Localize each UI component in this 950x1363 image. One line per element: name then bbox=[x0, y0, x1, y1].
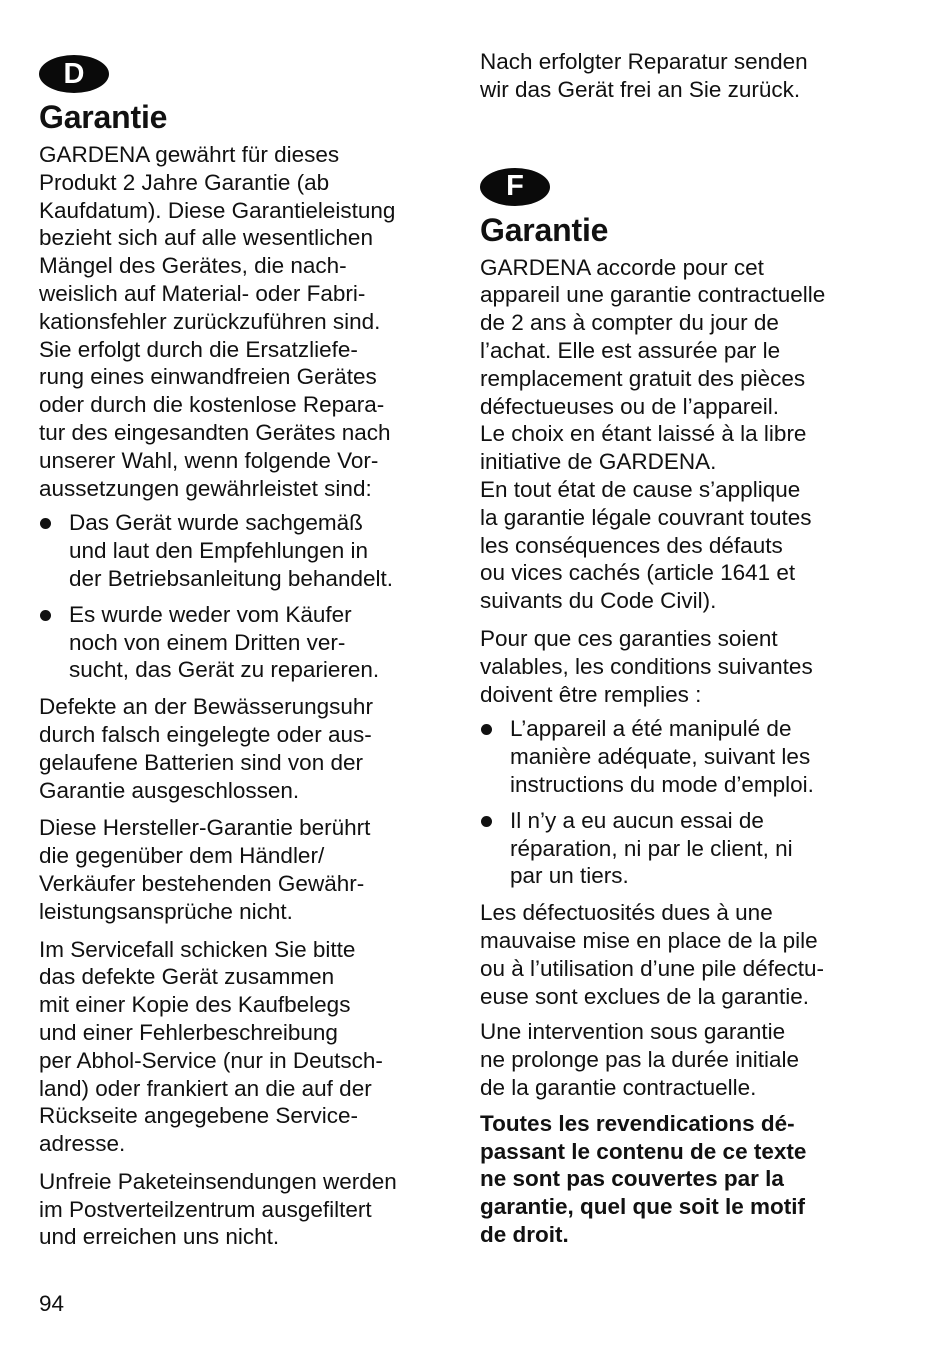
list-item-text: Es wurde weder vom Käufer noch von einem Dritten ver- sucht, das Gerät zu reparieren. bbox=[69, 601, 380, 683]
page-number: 94 bbox=[39, 1291, 65, 1316]
french-battery-defects-paragraph: Les défectuosités dues à une mauvaise mise en place de la pile ou à l’utilisation d’une pile défectu- euse sont exclues de la garantie. bbox=[480, 900, 824, 1009]
french-conditions-list bbox=[480, 715, 880, 890]
german-battery-defects-paragraph: Defekte an der Bewässerungsuhr durch falsch eingelegte oder aus- gelaufene Batterien sind von der Garantie ausgeschlossen. bbox=[39, 694, 373, 803]
list-item-text: Das Gerät wurde sachgemäß und laut den Empfehlungen in der Betriebsanleitung behandelt. bbox=[69, 510, 393, 591]
list-item bbox=[39, 509, 439, 592]
german-parcels-paragraph: Unfreie Paketeinsendungen werden im Postverteilzentrum ausgefiltert und erreichen uns nicht. bbox=[39, 1168, 397, 1250]
list-item bbox=[480, 715, 880, 798]
german-heading: Garantie bbox=[39, 99, 168, 135]
german-service-paragraph: Im Servicefall schicken Sie bitte das defekte Gerät zusammen mit einer Kopie des Kaufbelegs und einer Fehlerbeschreibung per Abhol-Service (nur in Deutsch- land) oder frankiert an die auf der Rückseite angegebene Service- adresse. bbox=[39, 936, 383, 1157]
list-item bbox=[480, 807, 880, 890]
language-badge-de: D bbox=[39, 55, 109, 93]
list-item-text: Il n’y a eu aucun essai de réparation, ni par le client, ni par un tiers. bbox=[510, 807, 793, 889]
french-conditions-paragraph: Pour que ces garanties soient valables, les conditions suivantes doivent être remplies : bbox=[480, 625, 813, 707]
french-intervention-paragraph: Une intervention sous garantie ne prolonge pas la durée initiale de la garantie contractuelle. bbox=[480, 1019, 799, 1100]
german-manufacturer-guarantee-paragraph: Diese Hersteller-Garantie berührt die gegenüber dem Händler/ Verkäufer bestehenden Gewähr- leistungsansprüche nicht. bbox=[39, 815, 371, 924]
french-claims-notice: Toutes les revendications dé- passant le contenu de ce texte ne sont pas couvertes par la garantie, quel que soit le motif de droit. bbox=[480, 1110, 807, 1247]
german-conditions-list bbox=[39, 509, 439, 684]
bullet-icon bbox=[481, 816, 492, 827]
language-badge-fr: F bbox=[480, 168, 550, 206]
german-intro-paragraph: GARDENA gewährt für dieses Produkt 2 Jahre Garantie (ab Kaufdatum). Diese Garantieleistung bezieht sich auf alle wesentlichen Mängel des Gerätes, die nach- weislich auf Material- oder Fabri- kationsfehler zurückzuführen sind. Sie erfolgt durch die Ersatzliefe- rung eines einwandfreien Gerätes oder durch die kostenlose Repara- tur des eingesandten Gerätes nach unserer Wahl, wenn folgende Vor- aussetzungen gewährleistet sind: bbox=[39, 142, 396, 501]
french-heading: Garantie bbox=[480, 211, 609, 248]
bullet-icon bbox=[481, 724, 492, 735]
list-item bbox=[39, 601, 439, 684]
french-column bbox=[480, 0, 880, 1249]
list-item-text: L’appareil a été manipulé de manière adéquate, suivant les instructions du mode d’emploi. bbox=[510, 716, 814, 797]
bullet-icon bbox=[40, 610, 51, 621]
french-intro-paragraph: GARDENA accorde pour cet appareil une garantie contractuelle de 2 ans à compter du jour de l’achat. Elle est assurée par le remplacement gratuit des pièces défectueuses ou de l’appareil. Le choix en étant laissé à la libre initiative de GARDENA. En tout état de cause s’applique la garantie légale couvrant toutes les conséquences des défauts ou vices cachés (article 1641 et suivants du Code Civil). bbox=[480, 254, 826, 614]
bullet-icon bbox=[40, 518, 51, 529]
german-column bbox=[39, 0, 439, 1251]
german-return-paragraph: Nach erfolgter Reparatur senden wir das Gerät frei an Sie zurück. bbox=[480, 49, 808, 102]
